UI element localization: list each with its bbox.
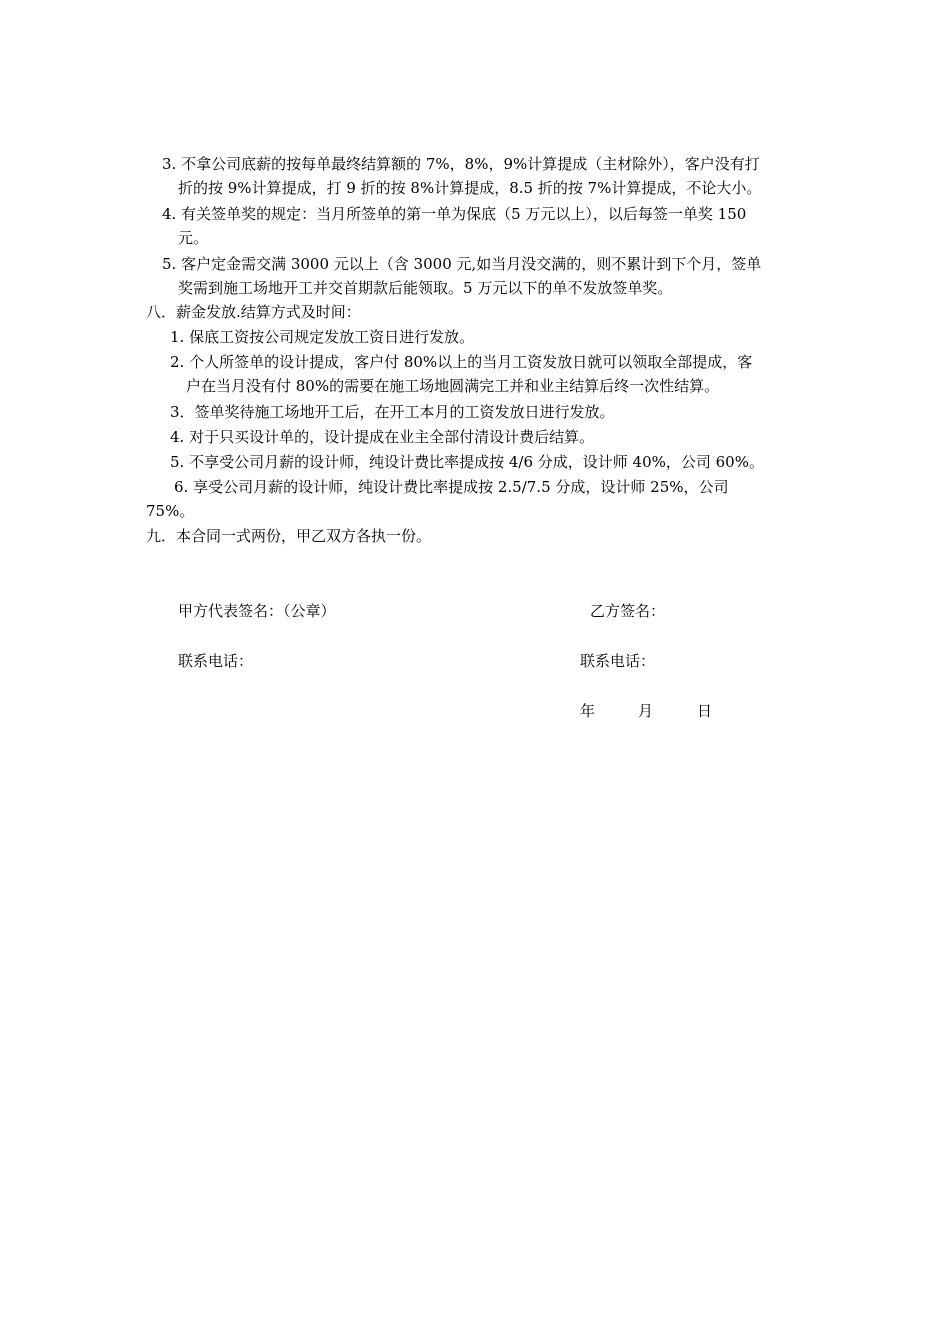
section8-heading: 八．薪金发放.结算方式及时间： — [146, 303, 361, 321]
section8-item2-line1: 2. 个人所签单的设计提成，客户付 80%以上的当月工资发放日就可以领取全部提成，客 — [170, 353, 753, 371]
section7-item3-line2: 折的按 9%计算提成，打 9 折的按 8%计算提成，8.5 折的按 7%计算提成，不论大小。 — [178, 179, 762, 197]
section7-item4-line1: 4. 有关签单奖的规定：当月所签单的第一单为保底（5 万元以上），以后每签一单奖 150 — [162, 205, 747, 223]
section8-item3: 3．签单奖待施工场地开工后，在开工本月的工资发放日进行发放。 — [170, 403, 615, 421]
section8-item5: 5. 不享受公司月薪的设计师，纯设计费比率提成按 4/6 分成，设计师 40%，公司 60%。 — [170, 453, 764, 471]
party-b-phone-label: 联系电话： — [580, 652, 656, 670]
date-day-label: 日 — [697, 702, 713, 720]
section8-item6-line2: 75%。 — [146, 502, 195, 520]
section7-item4-line2: 元。 — [178, 229, 209, 247]
section9-heading: 九．本合同一式两份，甲乙双方各执一份。 — [146, 527, 432, 545]
section8-item4: 4. 对于只买设计单的，设计提成在业主全部付清设计费后结算。 — [170, 428, 595, 446]
section8-item2-line2: 户在当月没有付 80%的需要在施工场地圆满完工并和业主结算后终一次性结算。 — [186, 377, 720, 395]
section8-item6-line1: 6. 享受公司月薪的设计师，纯设计费比率提成按 2.5/7.5 分成，设计师 25%，公司 — [174, 478, 729, 496]
section7-item5-line1: 5. 客户定金需交满 3000 元以上（含 3000 元,如当月没交满的，则不累计到下个月，签单 — [162, 255, 762, 273]
party-b-signature-label: 乙方签名： — [590, 602, 666, 620]
section7-item5-line2: 奖需到施工场地开工并交首期款后能领取。5 万元以下的单不发放签单奖。 — [178, 279, 673, 297]
party-a-phone-label: 联系电话： — [178, 652, 254, 670]
date-year-label: 年 — [580, 702, 596, 720]
section8-item1: 1. 保底工资按公司规定发放工资日进行发放。 — [170, 328, 475, 346]
section7-item3-line1: 3. 不拿公司底薪的按每单最终结算额的 7%，8%，9%计算提成（主材除外），客户没有打 — [162, 155, 760, 173]
party-a-signature-label: 甲方代表签名：（公章） — [178, 602, 336, 620]
date-month-label: 月 — [638, 702, 654, 720]
